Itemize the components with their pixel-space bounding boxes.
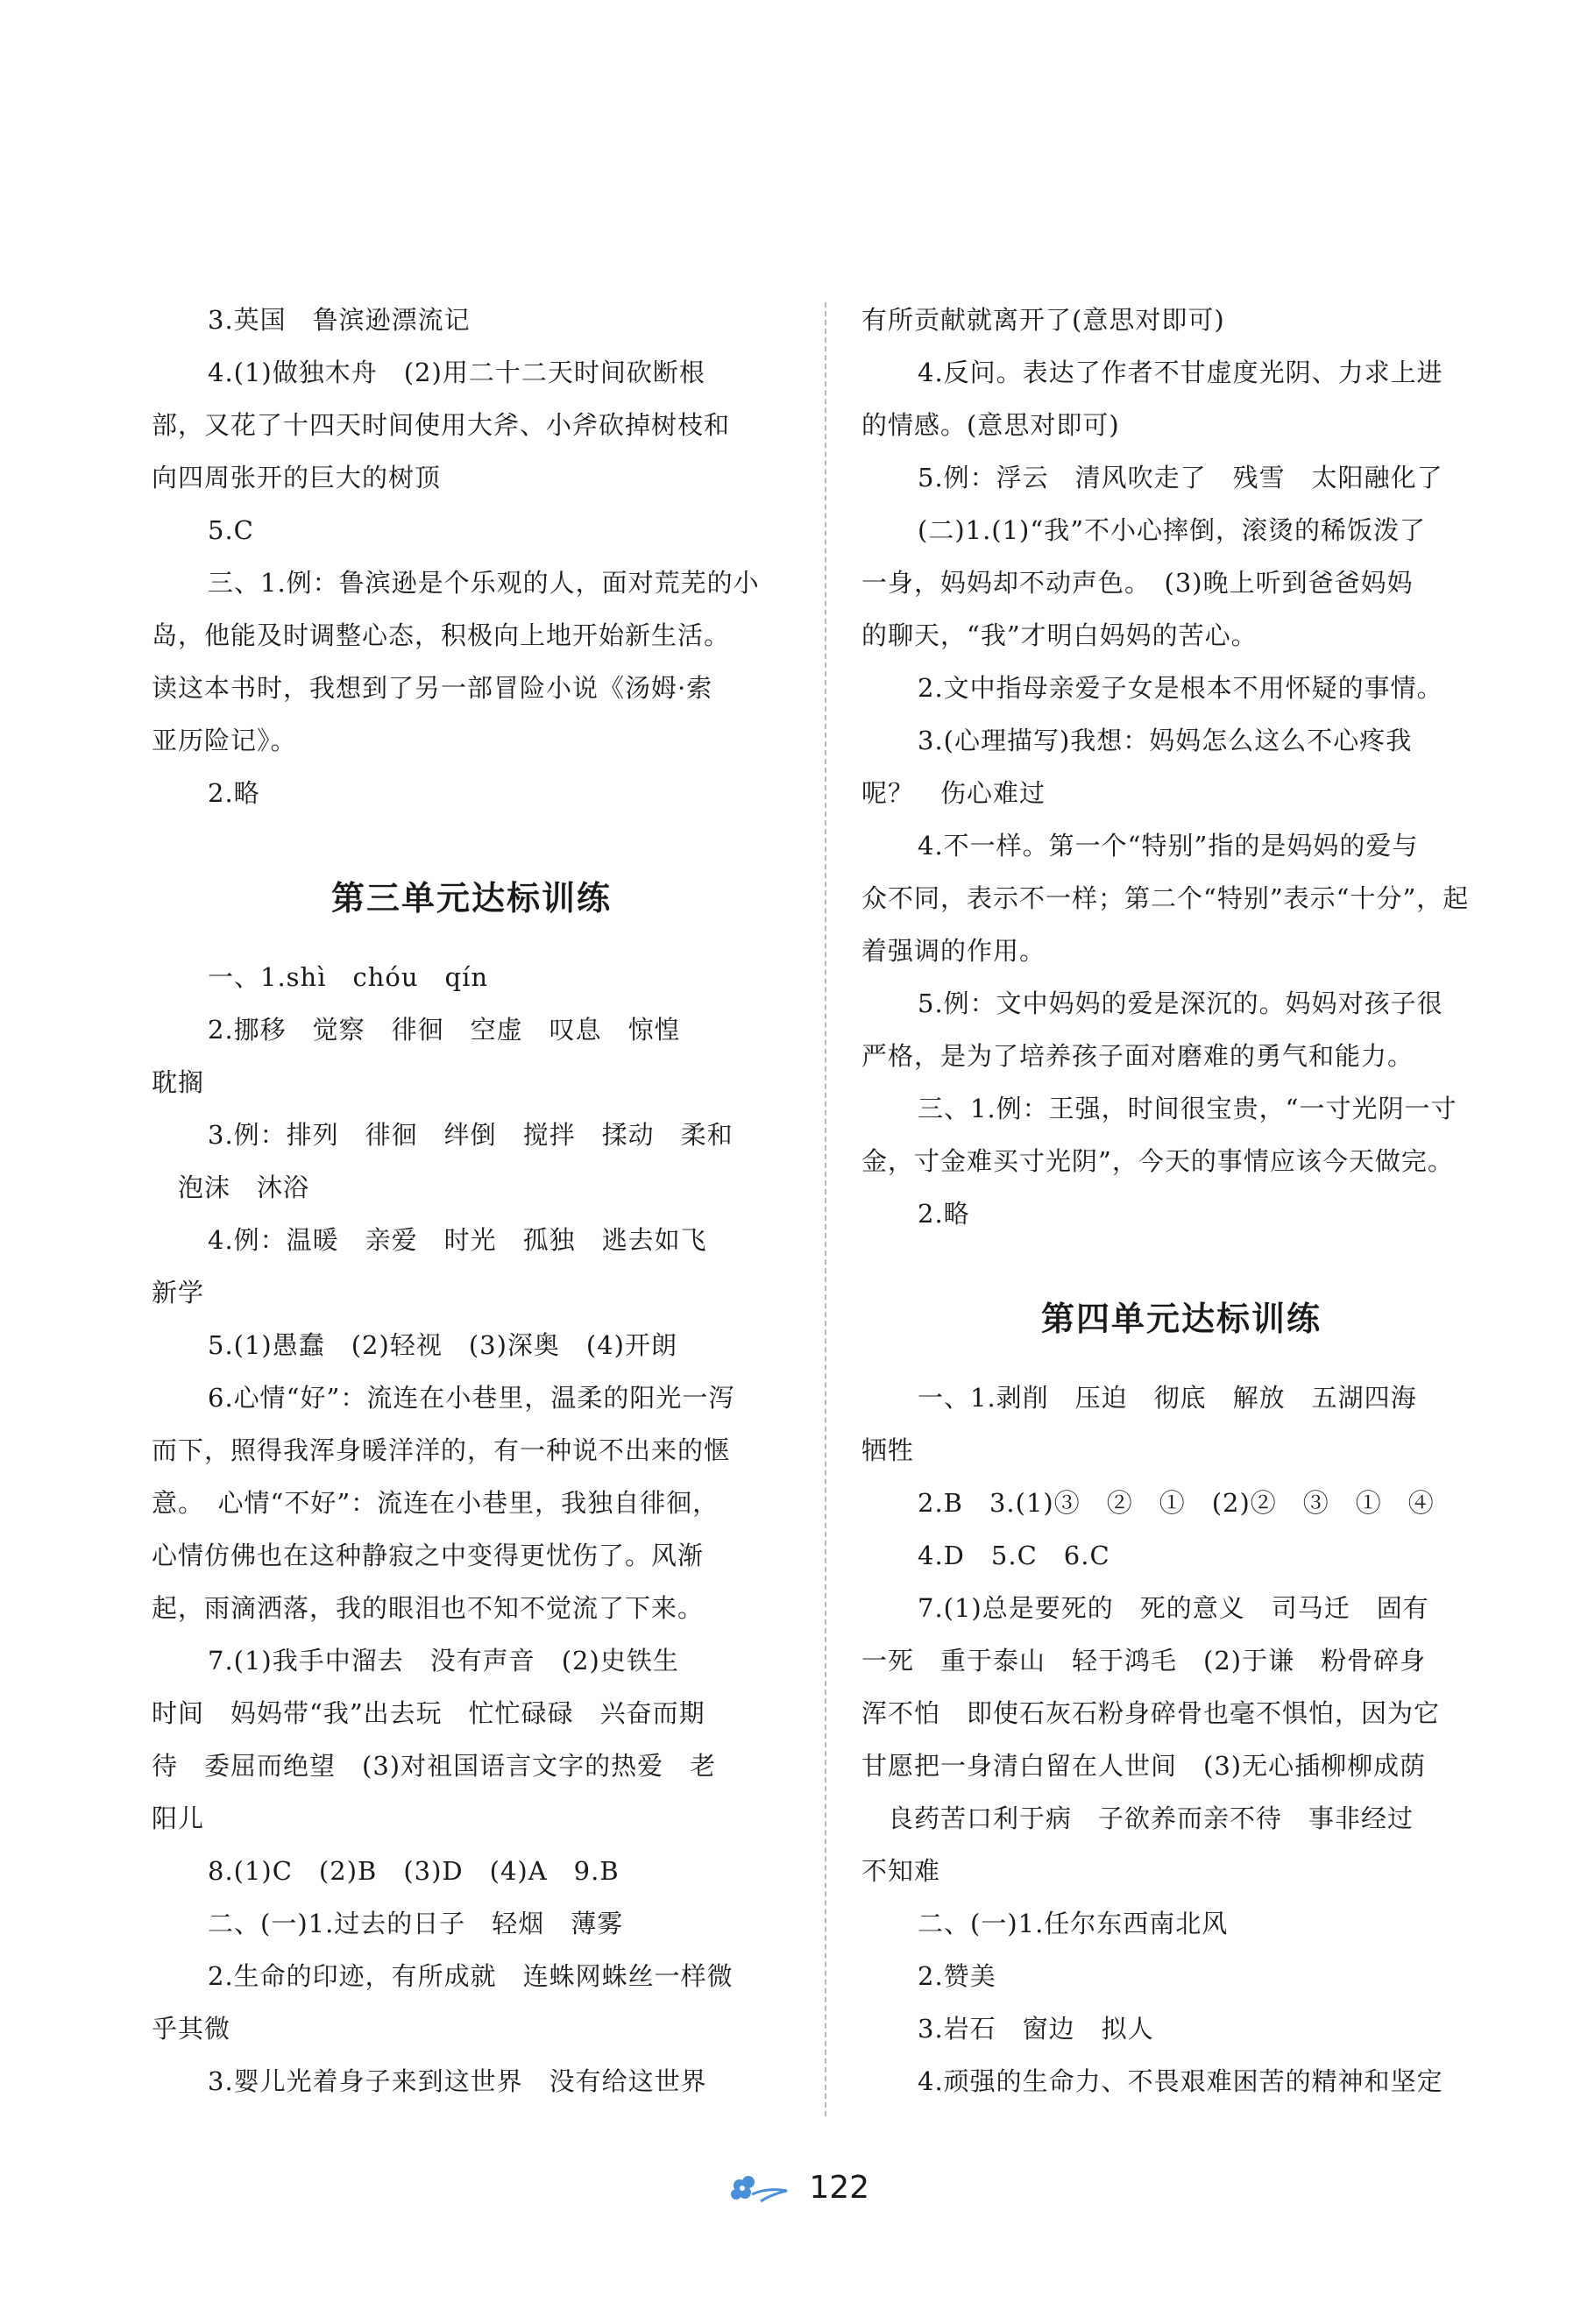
answer-line: 5.C	[208, 515, 254, 545]
flower-logo-icon	[726, 2170, 809, 2206]
answer-line: 4.(1)做独木舟 (2)用二十二天时间砍断根	[208, 358, 705, 387]
answer-line: 呢？ 伤心难过	[861, 778, 1046, 808]
answer-line: 众不同，表示不一样；第二个“特别”表示“十分”，起	[861, 883, 1470, 913]
answer-line: 2.文中指母亲爱子女是根本不用怀疑的事情。	[918, 673, 1443, 703]
answer-line: 部，又花了十四天时间使用大斧、小斧砍掉树枝和	[152, 410, 731, 440]
left-lines-before	[152, 294, 791, 819]
answer-line: 良药苦口利于病 子欲养而亲不待 事非经过	[861, 1803, 1414, 1833]
answer-line: 岛，他能及时调整心态，积极向上地开始新生活。	[152, 620, 731, 650]
answer-line: 起，雨滴洒落，我的眼泪也不知不觉流了下来。	[152, 1593, 705, 1623]
answer-line: 5.(1)愚蠢 (2)轻视 (3)深奥 (4)开朗	[208, 1330, 677, 1360]
answer-line: 4.顽强的生命力、不畏艰难困苦的精神和坚定	[918, 2066, 1443, 2096]
answer-line: 耽搁	[152, 1067, 205, 1097]
answer-line: 一、1.shì chóu qín	[208, 962, 489, 992]
answer-line: 时间 妈妈带“我”出去玩 忙忙碌碌 兴奋而期	[152, 1698, 705, 1728]
answer-line: 的聊天，“我”才明白妈妈的苦心。	[861, 620, 1258, 650]
answer-line: 乎其微	[152, 2014, 231, 2044]
answer-line: 5.例：浮云 清风吹走了 残雪 太阳融化了	[918, 463, 1443, 492]
answer-line: 一死 重于泰山 轻于鸿毛 (2)于谦 粉骨碎身	[861, 1646, 1427, 1676]
answer-line: 7.(1)我手中溜去 没有声音 (2)史铁生	[208, 1646, 679, 1676]
page-footer	[0, 2170, 1595, 2207]
answer-line: 不知难	[861, 1856, 941, 1886]
answer-line: (二)1.(1)“我”不小心摔倒，滚烫的稀饭泼了	[918, 515, 1427, 545]
answer-line: 二、(一)1.过去的日子 轻烟 薄雾	[208, 1909, 624, 1938]
answer-line: 亚历险记》。	[152, 726, 297, 755]
answer-line: 2.赞美	[918, 1961, 996, 1991]
unit-3-heading: 第三单元达标训练	[330, 878, 612, 918]
answer-line: 新学	[152, 1278, 205, 1307]
answer-line: 一、1.剥削 压迫 彻底 解放 五湖四海	[918, 1383, 1417, 1413]
answer-line: 心情仿佛也在这种静寂之中变得更忧伤了。风渐	[152, 1541, 705, 1570]
answer-line: 浑不怕 即使石灰石粉身碎骨也毫不惧怕，因为它	[861, 1698, 1441, 1728]
answer-line: 牺牲	[861, 1435, 915, 1465]
answer-line: 有所贡献就离开了(意思对即可)	[861, 305, 1225, 335]
answer-line: 8.(1)C (2)B (3)D (4)A 9.B	[208, 1856, 620, 1886]
left-lines-after	[152, 951, 791, 2108]
answer-line: 2.略	[208, 778, 260, 808]
answer-line: 泡沫 沐浴	[152, 1173, 310, 1202]
unit-4-heading: 第四单元达标训练	[1040, 1299, 1322, 1338]
answer-line: 一身，妈妈却不动声色。 (3)晚上听到爸爸妈妈	[861, 568, 1414, 598]
right-lines-after	[861, 1371, 1501, 2108]
answer-line: 向四周张开的巨大的树顶	[152, 463, 442, 492]
answer-line: 4.反问。表达了作者不甘虚度光阴、力求上进	[918, 358, 1443, 387]
answer-line: 7.(1)总是要死的 死的意义 司马迁 固有	[918, 1593, 1429, 1623]
right-lines-before	[861, 294, 1501, 1240]
answer-line: 3.英国 鲁滨逊漂流记	[208, 305, 471, 335]
left-column	[152, 294, 791, 2108]
answer-line: 3.岩石 窗边 拟人	[918, 2014, 1154, 2044]
answer-line: 的情感。(意思对即可)	[861, 410, 1120, 440]
answer-line: 4.D 5.C 6.C	[918, 1541, 1110, 1570]
answer-line: 3.例：排列 徘徊 绊倒 搅拌 揉动 柔和	[208, 1120, 734, 1150]
answer-line: 读这本书时，我想到了另一部冒险小说《汤姆·索	[152, 673, 713, 703]
answer-line: 阳儿	[152, 1803, 205, 1833]
answer-line: 意。 心情“不好”：流连在小巷里，我独自徘徊，	[152, 1488, 720, 1518]
answer-line: 3.(心理描写)我想：妈妈怎么这么不心疼我	[918, 726, 1413, 755]
answer-line: 5.例：文中妈妈的爱是深沉的。妈妈对孩子很	[918, 988, 1443, 1018]
answer-line: 2.略	[918, 1199, 970, 1229]
answer-line: 甘愿把一身清白留在人世间 (3)无心插柳柳成荫	[861, 1751, 1427, 1781]
answer-line: 3.婴儿光着身子来到这世界 没有给这世界	[208, 2066, 707, 2096]
answer-line: 6.心情“好”：流连在小巷里，温柔的阳光一泻	[208, 1383, 735, 1413]
answer-line: 三、1.例：王强，时间很宝贵，“一寸光阴一寸	[918, 1094, 1457, 1123]
answer-line: 着强调的作用。	[861, 936, 1046, 966]
page-number: 122	[809, 2170, 870, 2206]
answer-line: 待 委屈而绝望 (3)对祖国语言文字的热爱 老	[152, 1751, 717, 1781]
answer-line: 三、1.例：鲁滨逊是个乐观的人，面对荒芜的小	[208, 568, 760, 598]
answer-line: 4.不一样。第一个“特别”指的是妈妈的爱与	[918, 831, 1419, 861]
answer-line: 2.挪移 觉察 徘徊 空虚 叹息 惊惶	[208, 1015, 681, 1045]
answer-line: 金，寸金难买寸光阴”，今天的事情应该今天做完。	[861, 1146, 1454, 1176]
answer-line: 4.例：温暖 亲爱 时光 孤独 逃去如飞	[208, 1225, 707, 1255]
answer-line: 2.B 3.(1)③ ② ① (2)② ③ ① ④	[918, 1488, 1435, 1518]
answer-line: 严格，是为了培养孩子面对磨难的勇气和能力。	[861, 1041, 1414, 1071]
answer-line: 而下，照得我浑身暖洋洋的，有一种说不出来的惬	[152, 1435, 731, 1465]
column-divider	[825, 302, 826, 2116]
right-column	[861, 294, 1501, 2108]
answer-line: 2.生命的印迹，有所成就 连蛛网蛛丝一样微	[208, 1961, 734, 1991]
answer-line: 二、(一)1.任尔东西南北风	[918, 1909, 1229, 1938]
